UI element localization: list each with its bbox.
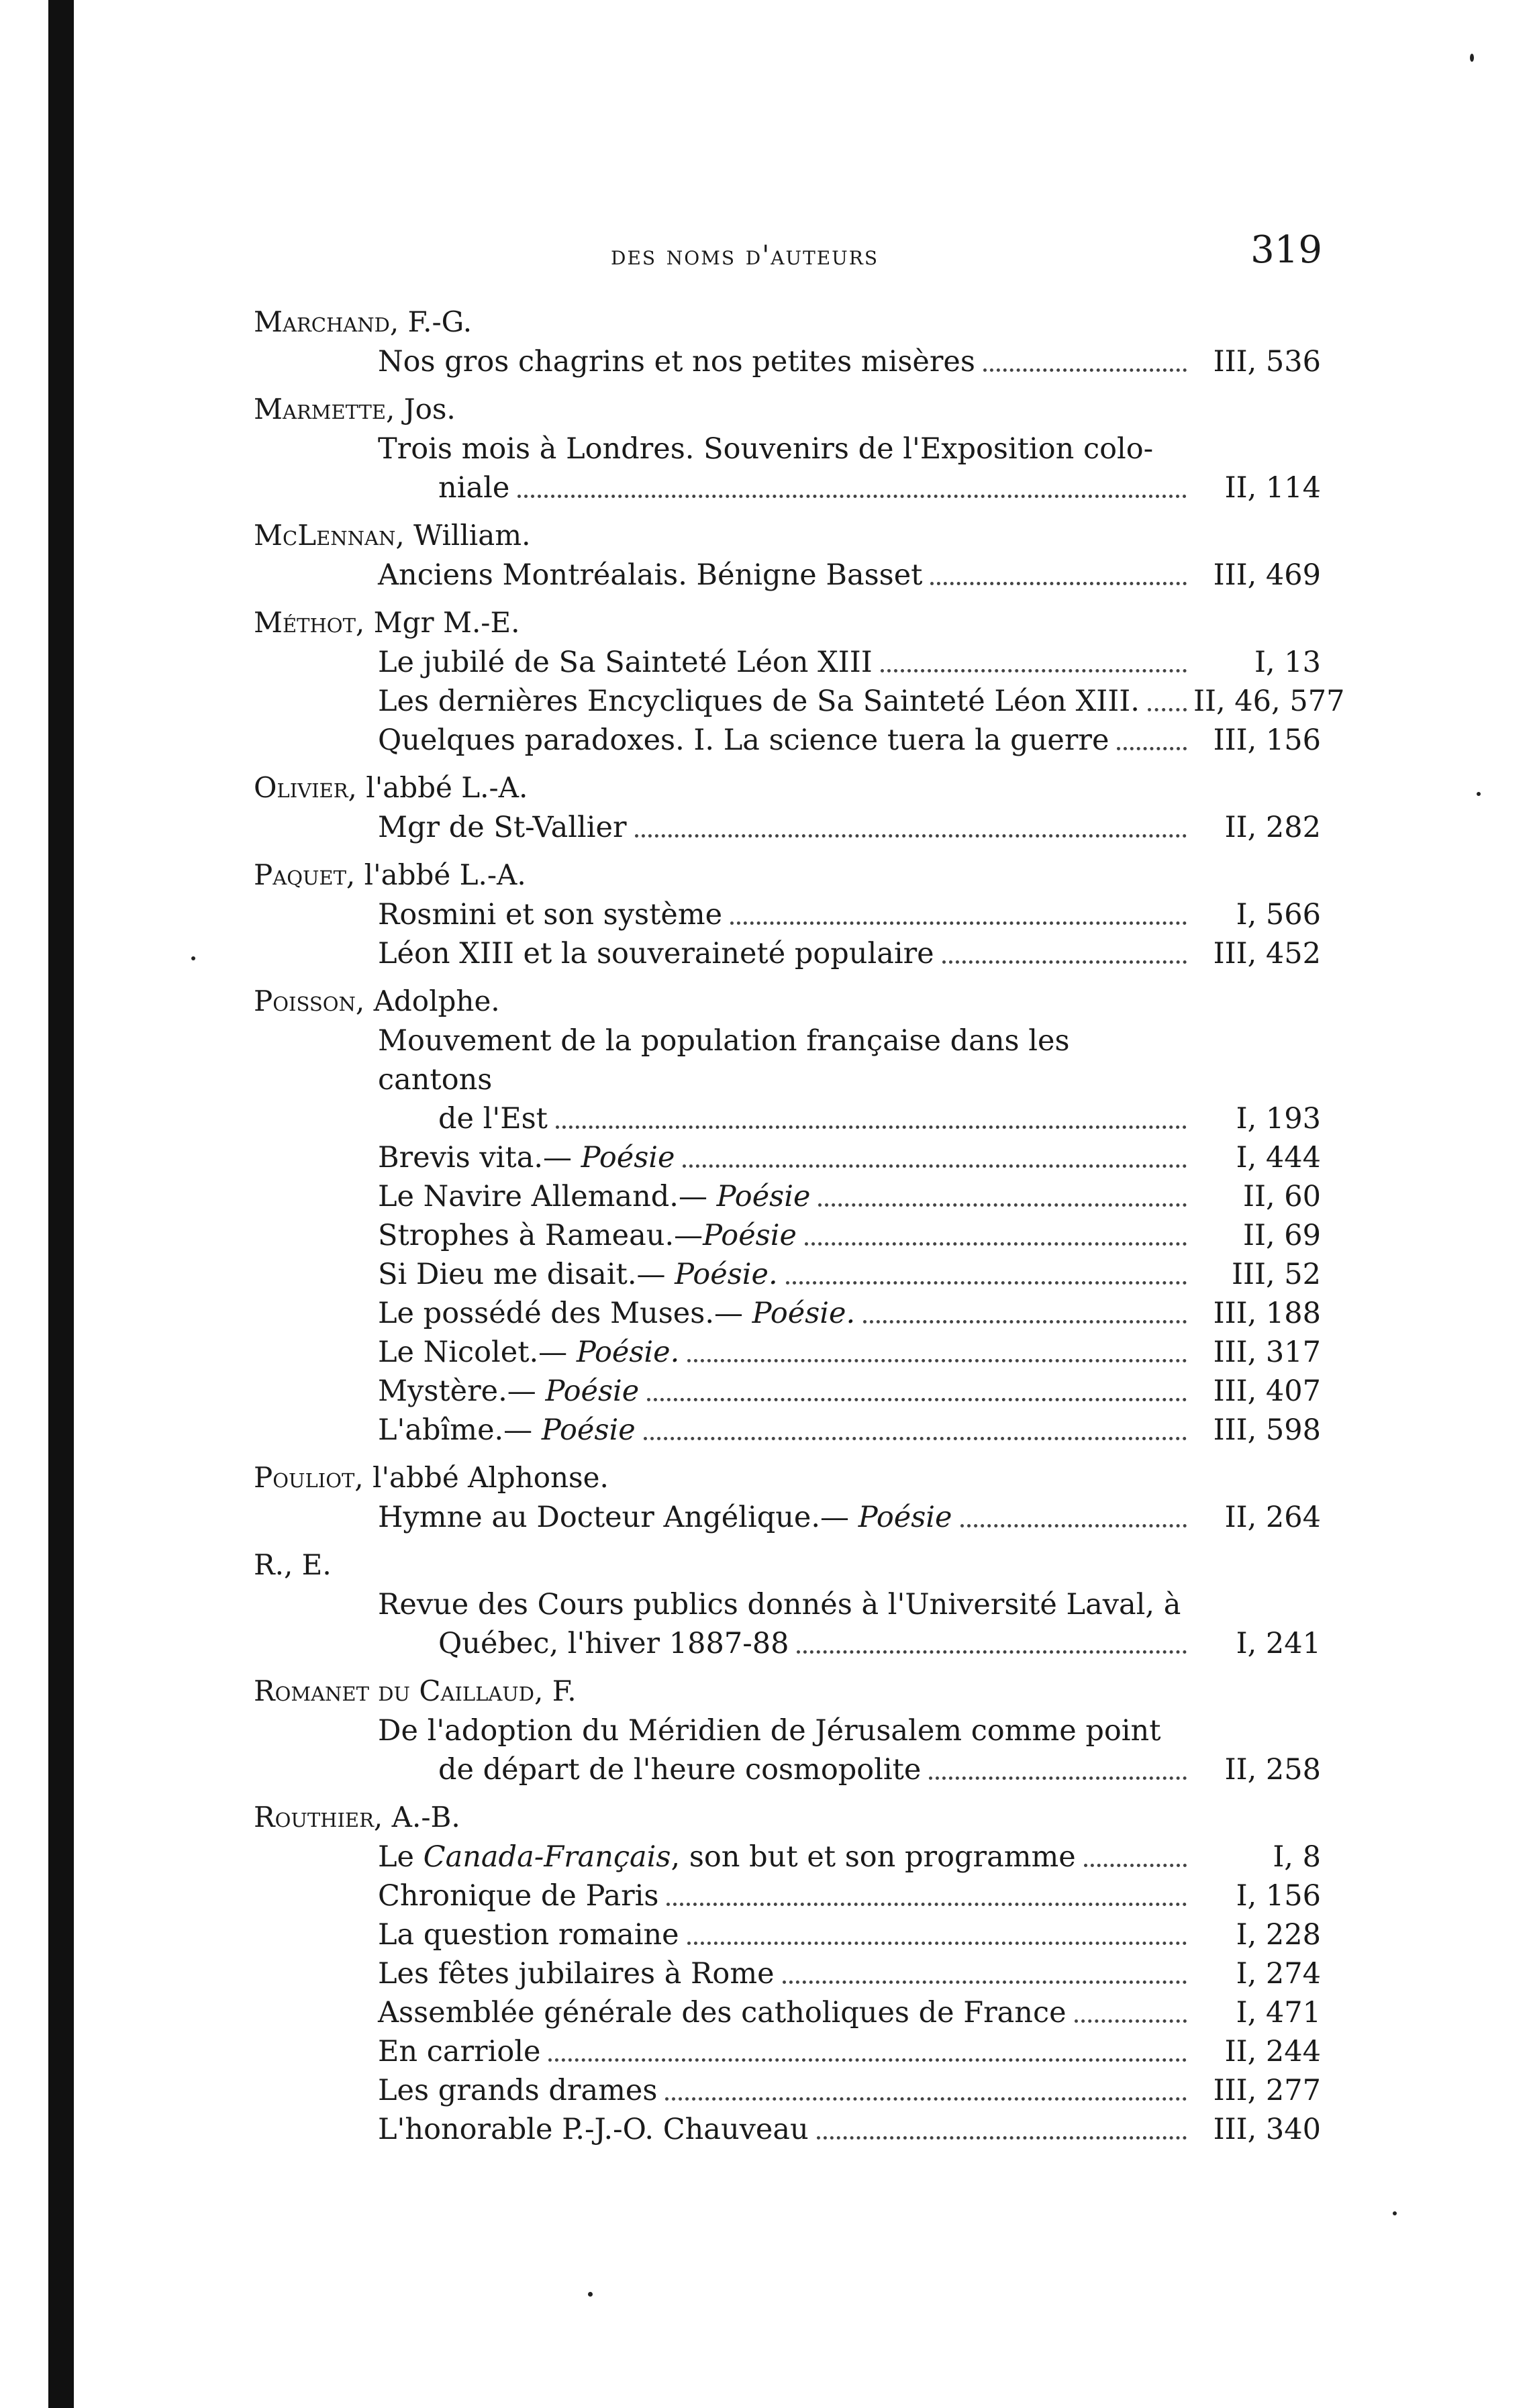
dot-leader <box>783 1980 1187 1984</box>
entry-genre: Poésie <box>703 1219 797 1252</box>
volume-page-ref: I, 566 <box>1236 898 1321 932</box>
dot-leader <box>930 582 1187 585</box>
dot-leader <box>687 1359 1187 1362</box>
entry-title-text: Les fêtes jubilaires à Rome <box>378 1957 775 1991</box>
entry-title-text: Si Dieu me disait.— <box>378 1258 666 1291</box>
index-entry <box>254 430 1321 507</box>
dot-leader <box>817 2136 1187 2140</box>
index-entry <box>254 682 1345 721</box>
entry-title <box>378 1216 1187 1255</box>
entry-title-text: En carriole <box>378 2035 541 2068</box>
volume-page-ref: III, 452 <box>1213 937 1321 970</box>
dot-leader <box>863 1320 1187 1323</box>
entry-title <box>378 342 1187 381</box>
entry-title <box>378 1372 1187 1411</box>
dot-leader <box>730 921 1187 925</box>
volume-page-ref: II, 69 <box>1242 1219 1321 1252</box>
entry-title-text: Mgr de St-Vallier <box>378 811 627 844</box>
author-heading <box>254 981 1321 1021</box>
entry-title <box>378 556 1187 595</box>
author-forename: A.-B. <box>383 1801 460 1834</box>
author-heading <box>254 1545 1321 1585</box>
entry-title <box>378 2110 1187 2149</box>
author-name: Marchand, <box>254 305 399 338</box>
entry-title <box>378 934 1187 973</box>
dot-leader <box>647 1398 1187 1401</box>
volume-page-ref: III, 407 <box>1213 1374 1321 1408</box>
entry-title-continued: Québec, l'hiver 1887-88 <box>438 1627 789 1660</box>
index-entry <box>254 1216 1321 1255</box>
dot-leader <box>942 960 1187 964</box>
entry-title-text: Hymne au Docteur Angélique.— <box>378 1501 850 1534</box>
entry-title-text: Le possédé des Muses.— <box>378 1297 743 1330</box>
entry-title <box>378 1711 1187 1750</box>
index-entry <box>254 1021 1321 1138</box>
author-forename: F. <box>543 1674 577 1707</box>
entry-title <box>378 1915 1187 1954</box>
entry-title-text: L'abîme.— <box>378 1413 533 1447</box>
volume-page-ref: III, 340 <box>1213 2113 1321 2146</box>
entry-title-text: Mystère.— <box>378 1374 536 1408</box>
entry-title <box>378 1838 1187 1876</box>
author-heading <box>254 1797 1321 1838</box>
author-heading <box>254 515 1321 556</box>
index-entry <box>254 1915 1321 1954</box>
dot-leader <box>983 368 1187 372</box>
author-name: R., E. <box>254 1548 332 1581</box>
author-name: Marmette, <box>254 393 395 425</box>
author-name: Olivier, <box>254 771 357 804</box>
entry-title <box>378 2032 1187 2071</box>
index-entry <box>254 1177 1321 1216</box>
author-index <box>254 302 1345 2149</box>
volume-page-ref: III, 536 <box>1213 345 1321 379</box>
author-heading <box>254 603 1321 643</box>
index-entry <box>254 1333 1321 1372</box>
entry-title-italic: Canada-Français <box>423 1840 671 1874</box>
author-name: Romanet du Caillaud, <box>254 1674 544 1707</box>
index-entry <box>254 1585 1321 1663</box>
volume-page-ref: III, 277 <box>1213 2074 1321 2107</box>
author-heading <box>254 302 1321 342</box>
entry-title <box>378 721 1187 760</box>
volume-page-ref: I, 8 <box>1273 1840 1321 1874</box>
entry-title-text: Assemblée générale des catholiques de France <box>378 1996 1067 2029</box>
dot-leader <box>548 2058 1187 2062</box>
index-entry <box>254 556 1321 595</box>
entry-title-text: , son but et son programme <box>671 1840 1076 1874</box>
index-entry <box>254 1954 1321 1993</box>
entry-title-text: Trois mois à Londres. Souvenirs de l'Exposition colo- <box>378 432 1154 466</box>
author-name: McLennan, <box>254 519 405 552</box>
volume-page-ref: I, 13 <box>1254 646 1321 679</box>
index-entry <box>254 1711 1321 1789</box>
author-heading <box>254 1458 1321 1498</box>
volume-page-ref: II, 264 <box>1224 1501 1321 1534</box>
page-number: 319 <box>1250 228 1322 272</box>
author-name: Méthot, <box>254 606 365 639</box>
entry-title <box>378 1333 1187 1372</box>
entry-title-text: La question romaine <box>378 1918 679 1952</box>
entry-title <box>378 1255 1187 1294</box>
entry-title-text: Mouvement de la population française dans les cantons <box>378 1024 1070 1097</box>
volume-page-ref: I, 241 <box>1236 1627 1321 1660</box>
volume-page-ref: I, 156 <box>1236 1879 1321 1913</box>
entry-title-text: Chronique de Paris <box>378 1879 659 1913</box>
dot-leader <box>929 1776 1187 1780</box>
author-name: Routhier, <box>254 1801 383 1834</box>
index-entry <box>254 1498 1321 1537</box>
entry-genre: Poésie <box>707 1180 811 1213</box>
dot-leader <box>687 1942 1187 1945</box>
entry-title <box>378 2071 1187 2110</box>
author-forename: Jos. <box>395 393 456 425</box>
volume-page-ref: II, 282 <box>1224 811 1321 844</box>
entry-genre: Poésie. <box>743 1297 856 1330</box>
index-entry <box>254 1294 1321 1333</box>
entry-title <box>378 430 1187 468</box>
dot-leader <box>1075 2019 1187 2023</box>
dot-leader <box>960 1524 1187 1527</box>
entry-title <box>378 1021 1187 1099</box>
volume-page-ref: I, 471 <box>1236 1996 1321 2029</box>
author-forename: l'abbé Alphonse. <box>363 1461 609 1494</box>
dot-leader <box>683 1164 1187 1168</box>
entry-title <box>378 1294 1187 1333</box>
print-speck <box>191 956 195 960</box>
entry-title <box>378 1138 1187 1177</box>
index-entry <box>254 721 1321 760</box>
volume-page-ref: II, 60 <box>1242 1180 1321 1213</box>
entry-genre: Poésie. <box>567 1336 680 1369</box>
index-entry <box>254 1993 1321 2032</box>
entry-title <box>378 682 1187 721</box>
index-entry <box>254 1876 1321 1915</box>
entry-title-text: Revue des Cours publics donnés à l'Université Laval, à <box>378 1588 1181 1621</box>
author-heading <box>254 1671 1321 1711</box>
author-forename: Mgr M.-E. <box>364 606 520 639</box>
print-speck <box>1477 792 1481 796</box>
entry-title-text: Les grands drames <box>378 2074 658 2107</box>
dot-leader <box>665 2097 1187 2101</box>
entry-genre: Poésie <box>536 1374 640 1408</box>
dot-leader <box>644 1437 1187 1440</box>
volume-page-ref: III, 469 <box>1213 558 1321 592</box>
entry-title-continued: niale <box>438 471 510 505</box>
volume-page-ref: II, 114 <box>1224 471 1321 505</box>
author-forename: Adolphe. <box>364 985 500 1017</box>
entry-genre: Poésie. <box>665 1258 778 1291</box>
index-entry <box>254 934 1321 973</box>
entry-title <box>378 1585 1187 1624</box>
entry-genre: Poésie <box>532 1413 636 1447</box>
entry-genre: Poésie <box>572 1141 675 1174</box>
volume-page-ref: III, 317 <box>1213 1336 1321 1369</box>
volume-page-ref: III, 598 <box>1213 1413 1321 1447</box>
entry-title-text: Quelques paradoxes. I. La science tuera la guerre <box>378 723 1109 757</box>
author-name: Pouliot, <box>254 1461 364 1494</box>
entry-title-prefix: Le <box>378 1840 424 1874</box>
entry-title-text: Le Nicolet.— <box>378 1336 568 1369</box>
entry-title-text: Rosmini et son système <box>378 898 723 932</box>
index-entry <box>254 895 1321 934</box>
volume-page-ref: I, 444 <box>1236 1141 1321 1174</box>
volume-page-ref: II, 46, 577 <box>1193 685 1345 718</box>
entry-title-text: Nos gros chagrins et nos petites misères <box>378 345 975 379</box>
dot-leader <box>517 495 1187 498</box>
volume-page-ref: III, 52 <box>1231 1258 1321 1291</box>
author-heading <box>254 855 1321 895</box>
entry-title <box>378 1498 1187 1537</box>
index-entry <box>254 1138 1321 1177</box>
entry-title-continued: de départ de l'heure cosmopolite <box>438 1753 922 1787</box>
volume-page-ref: III, 188 <box>1213 1297 1321 1330</box>
page-edge-shadow <box>48 0 74 2408</box>
entry-title-text: Strophes à Rameau.— <box>378 1219 703 1252</box>
entry-title-text: De l'adoption du Méridien de Jérusalem comme point <box>378 1714 1161 1748</box>
entry-title <box>378 1993 1187 2032</box>
entry-title <box>378 1411 1187 1450</box>
index-entry <box>254 1372 1321 1411</box>
running-title: des noms d'auteurs <box>611 240 879 271</box>
dot-leader <box>635 834 1187 838</box>
index-entry <box>254 1411 1321 1450</box>
entry-title <box>378 808 1187 847</box>
dot-leader <box>1148 708 1187 711</box>
volume-page-ref: I, 228 <box>1236 1918 1321 1952</box>
entry-title-text: Léon XIII et la souveraineté populaire <box>378 937 934 970</box>
dot-leader <box>666 1903 1187 1906</box>
author-name: Paquet, <box>254 858 356 891</box>
dot-leader <box>556 1125 1187 1129</box>
entry-title-continued: de l'Est <box>438 1102 548 1136</box>
dot-leader <box>1084 1864 1187 1867</box>
index-entry <box>254 643 1321 682</box>
author-heading <box>254 389 1321 430</box>
entry-title <box>378 1177 1187 1216</box>
author-name: Poisson, <box>254 985 365 1017</box>
entry-title-text: Les dernières Encycliques de Sa Sainteté Léon XIII. <box>378 685 1140 718</box>
index-entry <box>254 1255 1321 1294</box>
dot-leader <box>805 1242 1187 1246</box>
author-forename: l'abbé L.-A. <box>355 858 526 891</box>
entry-title <box>378 1954 1187 1993</box>
entry-title <box>378 1876 1187 1915</box>
author-forename: l'abbé L.-A. <box>356 771 528 804</box>
index-entry <box>254 2110 1321 2149</box>
volume-page-ref: I, 274 <box>1236 1957 1321 1991</box>
entry-title <box>378 643 1187 682</box>
author-forename: F.-G. <box>399 305 473 338</box>
print-speck <box>1470 54 1474 62</box>
index-entry <box>254 342 1321 381</box>
entry-title <box>378 895 1187 934</box>
index-entry <box>254 1838 1321 1876</box>
volume-page-ref: II, 258 <box>1224 1753 1321 1787</box>
dot-leader <box>797 1650 1187 1654</box>
dot-leader <box>881 669 1187 672</box>
entry-title-text: Le Navire Allemand.— <box>378 1180 707 1213</box>
entry-title-text: L'honorable P.-J.-O. Chauveau <box>378 2113 809 2146</box>
index-entry <box>254 2071 1321 2110</box>
volume-page-ref: I, 193 <box>1236 1102 1321 1136</box>
index-entry <box>254 2032 1321 2071</box>
dot-leader <box>818 1203 1187 1207</box>
entry-title-text: Anciens Montréalais. Bénigne Basset <box>378 558 923 592</box>
running-header <box>255 228 1329 282</box>
index-entry <box>254 808 1321 847</box>
entry-genre: Poésie <box>849 1501 952 1534</box>
volume-page-ref: II, 244 <box>1224 2035 1321 2068</box>
author-heading <box>254 768 1321 808</box>
author-forename: William. <box>404 519 531 552</box>
dot-leader <box>1117 747 1187 750</box>
print-speck <box>588 2292 593 2297</box>
dot-leader <box>786 1281 1187 1285</box>
entry-title-text: Brevis vita.— <box>378 1141 573 1174</box>
volume-page-ref: III, 156 <box>1213 723 1321 757</box>
print-speck <box>1393 2211 1397 2215</box>
entry-title-text: Le jubilé de Sa Sainteté Léon XIII <box>378 646 873 679</box>
